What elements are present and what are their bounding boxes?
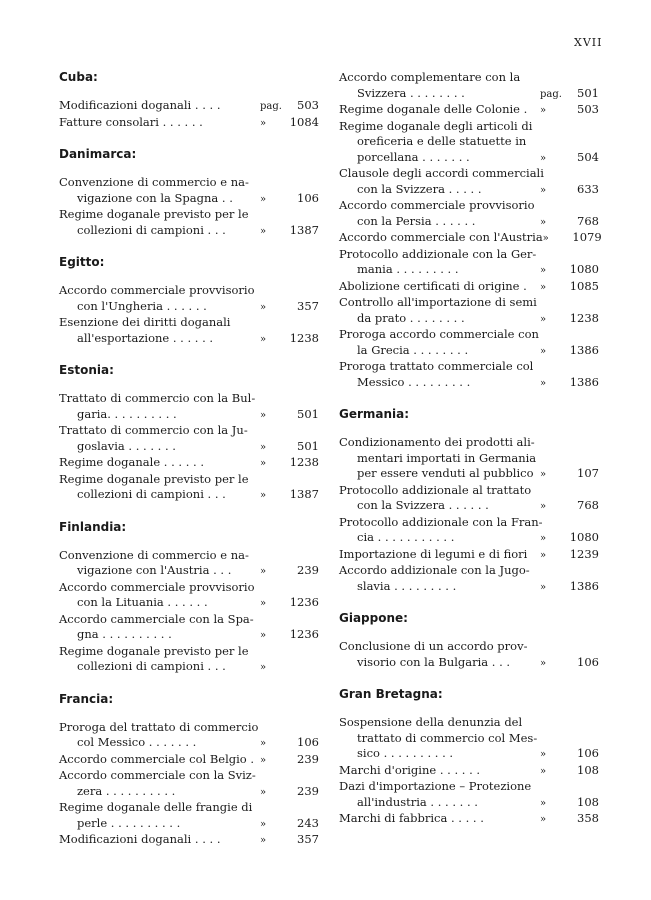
page-prefix: » xyxy=(542,233,549,244)
page-prefix: » xyxy=(260,835,267,846)
index-entry xyxy=(339,547,599,564)
page-reference: 1238 xyxy=(289,455,319,469)
page-prefix: » xyxy=(540,184,547,196)
entry-text: Regime doganale previsto per le xyxy=(59,471,249,486)
page-reference: 106 xyxy=(577,654,599,669)
page-prefix: » xyxy=(260,662,267,673)
page-prefix: » xyxy=(540,313,547,325)
page-prefix: » xyxy=(540,469,547,480)
page-reference: 1085 xyxy=(569,278,599,293)
page-prefix: » xyxy=(260,117,267,129)
page-reference: 1079 xyxy=(572,230,602,244)
page-number: XVII xyxy=(574,36,603,49)
entry-text: Accordo cammerciale con la Spa- xyxy=(59,611,254,626)
page-reference: 768 xyxy=(577,213,599,228)
entry-text: Conclusione di un accordo prov- xyxy=(339,639,528,653)
entry-text: da prato . . . . . . . . xyxy=(357,310,465,325)
entry-text: Accordo commerciale col Belgio . xyxy=(59,751,255,766)
entry-text: Convenzione di commercio e na- xyxy=(59,547,249,562)
entry-text: Accordo addizionale con la Jugo- xyxy=(339,563,530,577)
entry-text: mentari importati in Germania xyxy=(357,450,537,465)
entry-text: slavia . . . . . . . . . xyxy=(357,578,457,593)
page-reference: 239 xyxy=(297,563,319,577)
page-reference: 106 xyxy=(577,746,599,760)
page-reference: 1236 xyxy=(289,627,319,641)
page-reference: 358 xyxy=(577,811,599,825)
entry-text: Accordo commerciale con l'Austria xyxy=(339,230,543,244)
index-section xyxy=(339,70,602,391)
entry-text: Accordo commerciale provvisorio xyxy=(339,198,535,212)
index-entry xyxy=(339,515,599,547)
page-reference: 1387 xyxy=(289,222,319,237)
entry-text: goslavia . . . . . . . xyxy=(77,438,176,453)
page-prefix: » xyxy=(260,409,267,421)
index-entry xyxy=(339,230,602,247)
page-prefix: » xyxy=(260,225,267,237)
page-reference: 768 xyxy=(577,498,599,512)
entry-text: Regime doganale degli articoli di xyxy=(339,118,533,133)
entry-text: perle . . . . . . . . . . xyxy=(77,815,181,830)
entry-text: porcellana . . . . . . . xyxy=(357,149,470,164)
entry-text: Messico . . . . . . . . . xyxy=(357,374,471,389)
page-reference: 108 xyxy=(577,762,599,777)
page-prefix: » xyxy=(540,377,547,389)
entry-text: vigazione con l'Austria . . . xyxy=(77,563,232,577)
entry-text: zera . . . . . . . . . . xyxy=(77,783,176,798)
page-reference: 239 xyxy=(297,751,319,766)
page-reference: 1236 xyxy=(289,595,319,609)
index-section xyxy=(59,363,319,504)
page-prefix: pag. xyxy=(540,88,562,100)
page-prefix: » xyxy=(540,797,547,809)
page-prefix: » xyxy=(540,501,547,512)
section-heading: Finlandia: xyxy=(59,519,127,534)
page-reference: 633 xyxy=(577,181,599,196)
page-prefix: » xyxy=(260,754,267,766)
index-entry xyxy=(339,247,599,279)
page-reference: 503 xyxy=(577,102,599,116)
page-reference: 1387 xyxy=(289,487,319,501)
entry-text: Regime doganale delle frangie di xyxy=(59,800,253,814)
entry-text: Protocollo addizionale con la Fran- xyxy=(339,514,543,529)
page-reference: 106 xyxy=(297,735,319,749)
page-prefix: » xyxy=(260,193,267,205)
index-section xyxy=(339,687,599,828)
section-heading: Egitto: xyxy=(59,255,105,269)
entry-text: cia . . . . . . . . . . . xyxy=(357,530,455,544)
page-reference: 357 xyxy=(297,298,319,313)
index-entry xyxy=(59,472,319,504)
entry-text: Accordo commerciale provvisorio xyxy=(59,579,255,594)
page-prefix: » xyxy=(260,333,267,345)
entry-text: col Messico . . . . . . . xyxy=(77,735,197,749)
section-heading: Gran Bretagna: xyxy=(339,687,443,701)
index-entry xyxy=(59,612,319,644)
page-reference: 1386 xyxy=(569,374,599,389)
entry-text: all'esportazione . . . . . . xyxy=(77,330,214,345)
index-entry xyxy=(59,315,319,347)
page-reference: 1238 xyxy=(569,310,599,325)
entry-text: Regime doganale previsto per le xyxy=(59,207,249,221)
section-heading: Danimarca: xyxy=(59,147,137,161)
entry-text: Regime doganale previsto per le xyxy=(59,643,249,658)
entry-text: Regime doganale . . . . . . xyxy=(59,455,204,469)
page-reference: 501 xyxy=(297,406,319,421)
entry-text: Accordo complementare con la xyxy=(339,70,521,84)
index-entry xyxy=(339,639,599,671)
page-reference: 1386 xyxy=(569,578,599,593)
page-reference: 1238 xyxy=(289,330,319,345)
index-entry xyxy=(339,327,599,359)
index-entry xyxy=(339,70,599,102)
index-entry xyxy=(339,166,599,198)
entry-text: Fatture consolari . . . . . . xyxy=(59,114,203,129)
page-reference: 239 xyxy=(297,783,319,798)
page-reference: 357 xyxy=(297,832,319,846)
entry-text: sico . . . . . . . . . . xyxy=(357,746,454,760)
page-reference: 501 xyxy=(297,438,319,453)
index-section xyxy=(59,147,319,239)
entry-text: Protocollo addizionale al trattato xyxy=(339,482,532,497)
section-heading: Cuba: xyxy=(59,70,98,84)
index-entry xyxy=(339,119,599,167)
page-prefix: » xyxy=(540,657,547,669)
page-prefix: » xyxy=(540,581,547,593)
index-entry xyxy=(59,548,319,580)
entry-text: Esenzione dei diritti doganali xyxy=(59,315,231,329)
page-reference: 107 xyxy=(577,466,599,480)
page-prefix: » xyxy=(540,533,547,544)
entry-text: Condizionamento dei prodotti ali- xyxy=(339,435,535,449)
index-section xyxy=(59,520,319,676)
section-heading: Germania: xyxy=(339,407,410,421)
entry-text: Clausole degli accordi commerciali xyxy=(339,166,544,180)
entry-text: vigazione con la Spagna . . xyxy=(77,190,233,205)
index-entry xyxy=(339,483,599,515)
index-entry xyxy=(59,580,319,612)
page-reference: 1080 xyxy=(569,262,599,276)
index-entry xyxy=(59,207,319,239)
page-prefix: » xyxy=(540,345,547,357)
entry-text: Modificazioni doganali . . . . xyxy=(59,98,221,112)
page-reference: 1239 xyxy=(569,546,599,561)
index-entry xyxy=(339,295,599,327)
index-entry xyxy=(59,98,319,115)
index-entry xyxy=(59,644,319,676)
index-entry xyxy=(59,768,319,800)
index-entry xyxy=(339,779,599,811)
page-prefix: » xyxy=(540,105,547,116)
index-entry xyxy=(339,359,599,391)
entry-text: Importazione di legumi e di fiori xyxy=(339,546,528,561)
page-prefix: » xyxy=(540,152,547,164)
page-prefix: » xyxy=(540,281,547,293)
page-prefix: » xyxy=(260,738,267,749)
index-entry xyxy=(59,455,319,472)
entry-text: Proroga trattato commerciale col xyxy=(339,359,534,373)
entry-text: con la Lituania . . . . . . xyxy=(77,595,208,609)
index-entry xyxy=(339,563,599,595)
entry-text: Protocollo addizionale con la Ger- xyxy=(339,246,537,261)
entry-text: Dazi d'importazione – Protezione xyxy=(339,779,532,793)
index-entry xyxy=(339,715,599,763)
index-section xyxy=(339,611,599,671)
page-prefix: » xyxy=(540,265,547,276)
entry-text: Marchi d'origine . . . . . . xyxy=(339,762,481,777)
entry-text: garia. . . . . . . . . . xyxy=(77,406,177,421)
entry-text: trattato di commercio col Mes- xyxy=(357,730,538,745)
entry-text: Trattato di commercio con la Bul- xyxy=(59,391,256,405)
entry-text: all'industria . . . . . . . xyxy=(357,794,478,809)
entry-text: Svizzera . . . . . . . . xyxy=(357,85,465,100)
entry-text: con la Svizzera . . . . . . xyxy=(357,498,489,512)
entry-text: la Grecia . . . . . . . . xyxy=(357,342,469,357)
index-section xyxy=(59,692,319,849)
page-reference: 1084 xyxy=(289,114,319,129)
entry-text: Convenzione di commercio e na- xyxy=(59,175,249,189)
entry-text: Trattato di commercio con la Ju- xyxy=(59,423,248,437)
entry-text: con la Persia . . . . . . xyxy=(357,213,476,228)
page-prefix: » xyxy=(260,598,267,609)
entry-text: Accordo commerciale provvisorio xyxy=(59,283,255,297)
index-entry xyxy=(59,115,319,132)
page-prefix: pag. xyxy=(260,101,282,112)
index-entry xyxy=(59,720,319,752)
index-column-right xyxy=(339,70,602,844)
page-prefix: » xyxy=(540,765,547,777)
index-entry xyxy=(59,283,319,315)
page-prefix: » xyxy=(540,216,547,228)
index-entry xyxy=(59,391,319,423)
entry-text: oreficeria e delle statuette in xyxy=(357,134,527,148)
page-prefix: » xyxy=(260,566,267,577)
index-entry xyxy=(339,811,599,828)
index-section xyxy=(59,255,319,347)
page-prefix: » xyxy=(540,814,547,825)
entry-text: Controllo all'importazione di semi xyxy=(339,295,537,309)
index-entry xyxy=(339,763,599,780)
index-entry xyxy=(339,279,599,296)
index-entry xyxy=(59,423,319,455)
index-entry xyxy=(59,800,319,832)
entry-text: Sospensione della denunzia del xyxy=(339,715,523,729)
entry-text: collezioni di campioni . . . xyxy=(77,222,226,237)
entry-text: Proroga accordo commerciale con xyxy=(339,327,539,341)
entry-text: per essere venduti al pubblico xyxy=(357,466,534,480)
page-prefix: » xyxy=(540,749,547,760)
page-reference: 1386 xyxy=(569,342,599,357)
entry-text: Proroga del trattato di commercio xyxy=(59,719,259,734)
entry-text: gna . . . . . . . . . . xyxy=(77,627,172,641)
index-section xyxy=(339,407,599,595)
page-prefix: » xyxy=(260,301,267,313)
entry-text: con l'Ungheria . . . . . . xyxy=(77,298,207,313)
section-heading: Giappone: xyxy=(339,611,408,625)
page-reference: 503 xyxy=(297,98,319,112)
index-entry xyxy=(339,102,599,119)
page-prefix: » xyxy=(260,818,267,830)
page-prefix: » xyxy=(260,630,267,641)
page-prefix: » xyxy=(260,490,267,501)
page-prefix: » xyxy=(260,441,267,453)
page-prefix: » xyxy=(260,458,267,469)
entry-text: visorio con la Bulgaria . . . xyxy=(357,654,511,669)
index-entry xyxy=(339,198,599,230)
page-reference: 504 xyxy=(577,149,599,164)
index-entry xyxy=(59,752,319,769)
entry-text: Modificazioni doganali . . . . xyxy=(59,832,221,846)
page-reference: 106 xyxy=(297,190,319,205)
entry-text: Accordo commerciale con la Sviz- xyxy=(59,768,256,782)
entry-text: collezioni di campioni . . . xyxy=(77,487,226,501)
page-reference: 1080 xyxy=(569,530,599,544)
entry-text: collezioni di campioni . . . xyxy=(77,659,226,673)
index-section xyxy=(59,70,319,131)
entry-text: Regime doganale delle Colonie . xyxy=(339,102,528,116)
index-entry xyxy=(339,435,599,483)
index-entry xyxy=(59,832,319,849)
section-heading: Francia: xyxy=(59,691,114,706)
index-entry xyxy=(59,175,319,207)
index-column-left xyxy=(59,70,319,865)
page-prefix: » xyxy=(260,786,267,798)
page-prefix: » xyxy=(540,549,547,561)
entry-text: mania . . . . . . . . . xyxy=(357,262,459,276)
entry-text: Abolizione certificati di origine . xyxy=(339,278,527,293)
page-reference: 501 xyxy=(577,85,599,100)
section-heading: Estonia: xyxy=(59,363,114,377)
entry-text: Marchi di fabbrica . . . . . xyxy=(339,811,484,825)
entry-text: con la Svizzera . . . . . xyxy=(357,181,482,196)
page-reference: 243 xyxy=(297,815,319,830)
page-reference: 108 xyxy=(577,794,599,809)
